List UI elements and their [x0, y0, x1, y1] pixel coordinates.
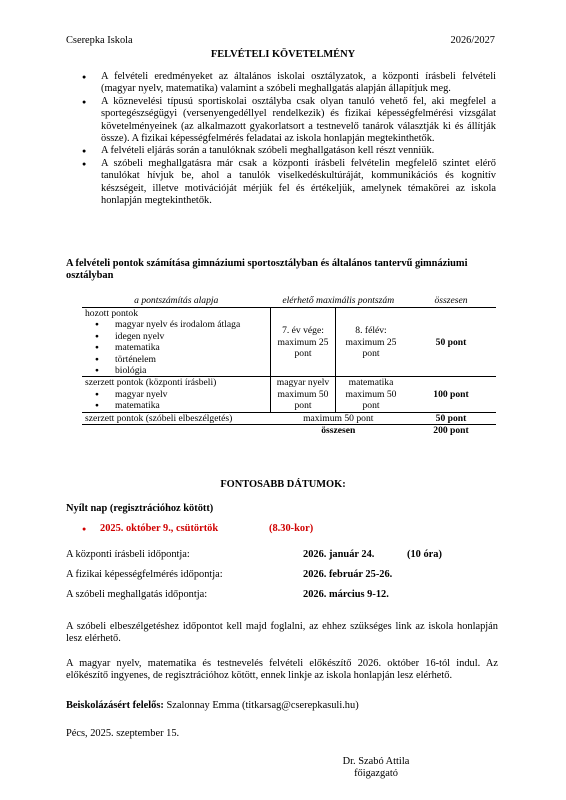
subject-item: ● matematika — [95, 342, 267, 353]
header-basis: a pontszámítás alapja — [82, 294, 271, 308]
requirement-item: ● A köznevelési típusú sportiskolai osztályba csak olyan tanuló vehető fel, aki megfelel a sportegészségügyi (versenyengedéllyel rendelkezik) és fizikai képességfelmérési vizsgálat követelményeinek (az alkalmazott gyakorlatsort a testnevelő tanárok választják ki és állítják össze). A fizikai képességfelmérés feladatai az iskola honlapján megtekinthetők. — [82, 96, 496, 146]
responsible-label: Beiskolázásért felelős: — [66, 700, 164, 711]
responsible-line — [66, 700, 359, 712]
bullet-icon: ● — [82, 525, 87, 533]
sum-label: összesen — [321, 425, 356, 437]
table-row — [82, 377, 496, 412]
total-cell: 100 pont — [406, 377, 496, 412]
sum-total: 200 pont — [433, 425, 469, 437]
table-header-row — [82, 294, 496, 308]
header-max-points: elérhető maximális pontszám — [271, 294, 407, 308]
requirement-item: ● A felvételi eljárás során a tanulóknak szóbeli meghallgatáson kell részt venniük. — [82, 145, 496, 157]
max-cell: 7. év vége: maximum 25 pont — [271, 308, 336, 377]
open-day-title: Nyílt nap (regisztrációhoz kötött) — [66, 503, 214, 514]
max-cell: matematika maximum 50 pont — [336, 377, 407, 412]
subject-item: ● magyar nyelv — [95, 389, 267, 400]
signature-block — [306, 756, 446, 781]
total-cell: 50 pont — [406, 412, 496, 424]
date-label: A fizikai képességfelmérés időpontja: — [66, 569, 223, 580]
date-extra: (10 óra) — [407, 549, 442, 560]
requirement-item: ● A szóbeli meghallgatásra már csak a központi írásbeli felvételin megfelelő szintet elérő tanulókat hívjuk be, ahol a tanulók viselkedéskultúráját, kommunikációs és kognitív készségeit, illetve motivációját mérjük fel és értékeljük, amelynek témakörei az iskola honlapján megtekinthetők. — [82, 158, 496, 208]
header-total: összesen — [406, 294, 496, 308]
responsible-value: Szalonnay Emma (titkarsag@cserepkasuli.hu) — [166, 700, 359, 711]
points-table — [82, 294, 496, 436]
max-cell: magyar nyelv maximum 50 pont — [271, 377, 336, 412]
row-label: szerzett pontok (központi írásbeli) — [85, 377, 217, 389]
school-year: 2026/2027 — [450, 35, 495, 46]
signer-name: Dr. Szabó Attila — [342, 756, 410, 767]
dates-title: FONTOSABB DÁTUMOK: — [220, 479, 346, 490]
date-value: 2026. március 9-12. — [303, 589, 389, 600]
subject-item: ● történelem — [95, 354, 267, 365]
table-row-sum — [82, 425, 496, 437]
row-label-cell — [82, 308, 271, 377]
subject-list — [85, 389, 267, 412]
open-day-time: (8.30-kor) — [269, 523, 314, 534]
max-cell: 8. félév: maximum 25 pont — [336, 308, 407, 377]
table-row — [82, 412, 496, 424]
row-label: hozott pontok — [85, 308, 139, 319]
subject-item: ● idegen nyelv — [95, 331, 267, 342]
info-paragraph: A magyar nyelv, matematika és testnevelés felvételi előkészítő 2026. október 16-tól indul. Az előkészítő ingyenes, de regisztrációhoz kötött, ennek linkje az iskola honlapján lesz elérhető. — [66, 658, 498, 682]
date-label: A szóbeli meghallgatás időpontja: — [66, 589, 208, 600]
requirements-list — [82, 71, 496, 207]
row-label: szerzett pontok (szóbeli elbeszélgetés) — [82, 412, 271, 424]
signer-role: főigazgató — [354, 768, 398, 780]
row-label-cell — [82, 377, 271, 412]
requirement-item: ● A felvételi eredményeket az általános iskolai osztályzatok, a központi írásbeli felvételi (magyar nyelv, matematika) valamint a szóbeli meghallgatás alapján állapítjuk meg. — [82, 71, 496, 96]
open-day-date: 2025. október 9., csütörtök — [100, 523, 219, 534]
table-row — [82, 308, 496, 377]
subject-item: ● biológia — [95, 365, 267, 376]
info-paragraph: A szóbeli elbeszélgetéshez időpontot kell majd foglalni, az ehhez szükséges link az iskola honlapján lesz elérhető. — [66, 621, 498, 645]
max-cell-merged: maximum 50 pont — [271, 412, 407, 424]
subject-item: ● magyar nyelv és irodalom átlaga — [95, 319, 267, 330]
date-value: 2026. január 24. — [303, 549, 375, 560]
date-value: 2026. február 25-26. — [303, 569, 393, 580]
points-section-title: A felvételi pontok számítása gimnáziumi sportosztályban és általános tantervű gimnáziumi osztályban — [66, 258, 468, 282]
date-label: A központi írásbeli időpontja: — [66, 549, 190, 560]
document-title: FELVÉTELI KÖVETELMÉNY — [210, 49, 356, 60]
total-cell: 50 pont — [406, 308, 496, 377]
subject-list — [85, 319, 267, 376]
subject-item: ● matematika — [95, 400, 267, 411]
place-date: Pécs, 2025. szeptember 15. — [66, 728, 180, 739]
open-day-item — [82, 523, 314, 535]
school-name: Cserepka Iskola — [66, 35, 133, 46]
